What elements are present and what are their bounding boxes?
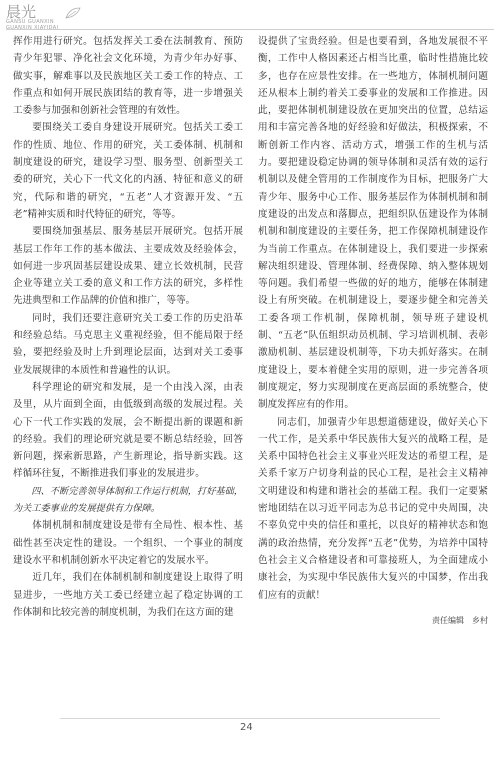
- paragraph: 体制机制和制度建设是带有全局性、根本性、基础性甚至决定性的建设。一个组织、一个事业的制度建设水平和机制创新水平决定着它的发展水平。: [13, 520, 243, 566]
- page-number: 24: [240, 722, 253, 733]
- paragraph: 科学理论的研究和发展，是一个由浅入深，由表及里，从片面到全面，由低级到高级的发展过程。关心下一代工作实践的发展，会不断提出新的课题和新的经验。我们的理论研究就是要不断总结经验，回答新问题，探索新思路，产生新理论，指导新实践。这样循环往复，不断推进我们事业的发展进步。: [13, 381, 243, 480]
- masthead-subtitle-line-1: GANSU GUANXIN: [6, 19, 54, 25]
- responsible-editor: 责任编辑 乡村: [432, 615, 488, 625]
- masthead-subtitle-line-2: GUANXIN XIAYIDAI: [6, 25, 59, 31]
- paragraph: 同时，我们还要注意研究关工委工作的历史沿革和经验总结。马克思主义重视经验，但不能局限于经验，要把经验及时上升到理论层面，达到对关工委事业发展规律的本质性和普遍性的认识。: [13, 312, 243, 376]
- left-column: [13, 33, 243, 621]
- header-divider: [6, 29, 494, 30]
- paragraph: 要围绕关工委自身建设开展研究。包括关工委工作的性质、地位、作用的研究，关工委体制、机制和制度建设的研究，建设学习型、服务型、创新型关工委的研究，关心下一代文化的内涵、特征和意义的研究，代际和谐的研究，“五老”人才资源开发、“五老”精神实质和时代特征的研究，等等。: [13, 122, 243, 220]
- masthead-logo: 晨光: [6, 3, 37, 21]
- paragraph: 同志们，加强青少年思想道德建设，做好关心下一代工作，是关系中华民族伟大复兴的战略工程，是关系中国特色社会主义事业兴旺发达的希望工程，是关系千家万户切身利益的民心工程，是社会主义精神文明建设和构建和谐社会的基础工程。我们一定要紧密地团结在以习近平同志为总书记的党中央周围，决不辜负党中央的信任和重托，以良好的精神状态和饱满的政治热情，充分发挥“五老”优势，为培养中国特色社会主义合格建设者和可靠接班人，为全面建成小康社会，为实现中华民族伟大复兴的中国梦，作出我们应有的贡献！: [258, 416, 488, 601]
- footer-divider: [60, 718, 440, 719]
- section-heading: 四、不断完善领导体制和工作运行机制，打好基础，为关工委事业的发展提供有力保障。: [13, 485, 243, 515]
- masthead: [6, 3, 126, 31]
- paragraph: 近几年，我们在体制机制和制度建设上取得了明显进步，一些地方关工委已经建立起了稳定协调的工作体制和比较完善的制度机制，为我们在这方面的建: [13, 572, 243, 618]
- leaf-ornament-icon: [64, 6, 82, 20]
- paragraph: 挥作用进行研究。包括发挥关工委在法制教育、预防青少年犯罪、净化社会文化环境，为青少年办好事、做实事，解难事以及民族地区关工委工作的特点、工作重点和如何开展民族团结的教育等，进一步增强关工委参与加强和创新社会管理的有效性。: [13, 36, 243, 117]
- paragraph: 设提供了宝贵经验。但是也要看到，各地发展很不平衡，工作中人格因素还占相当比重，临时性措施比较多，也存在应景性安排。在一些地方，体制机制问题还从根本上制约着关工委事业的发展和工作推进。因此，要把体制机制建设放在更加突出的位置，总结运用和丰富完善各地的好经验和好做法，积极探索，不断创新工作内容、活动方式，增强工作的生机与活力。要把建设稳定协调的领导体制和灵活有效的运行机制以及健全管用的工作制度作为目标，把服务广大青少年、服务中心工作、服务基层作为体制机制和制度建设的出发点和落脚点，把组织队伍建设作为体制机制和制度建设的主要任务，把工作保障机制建设作为当前工作重点。在体制建设上，我们要进一步探索解决组织建设、管理体制、经费保障、纳入整体规划等问题。我们希望一些做的好的地方，能够在体制建设上有所突破。在机制建设上，要逐步健全和完善关工委各项工作机制，保障机制，领导班子建设机制、“五老”队伍组织动员机制、学习培训机制、表彰激励机制、基层建设机制等，下功夫抓好落实。在制度建设上，要本着健全实用的原则，进一步完善各项制度规定，努力实现制度在更高层面的系统整合，使制度发挥应有的作用。: [258, 36, 488, 411]
- paragraph: 要围绕加强基层、服务基层开展研究。包括开展基层工作年工作的基本做法、主要成效及经验体会，如何进一步巩固基层建设成果、建立长效机制，民营企业等建立关工委的意义和工作方法的研究，多样性先进典型和工作品牌的价值和推广，等等。: [13, 226, 243, 307]
- right-column: [258, 33, 488, 629]
